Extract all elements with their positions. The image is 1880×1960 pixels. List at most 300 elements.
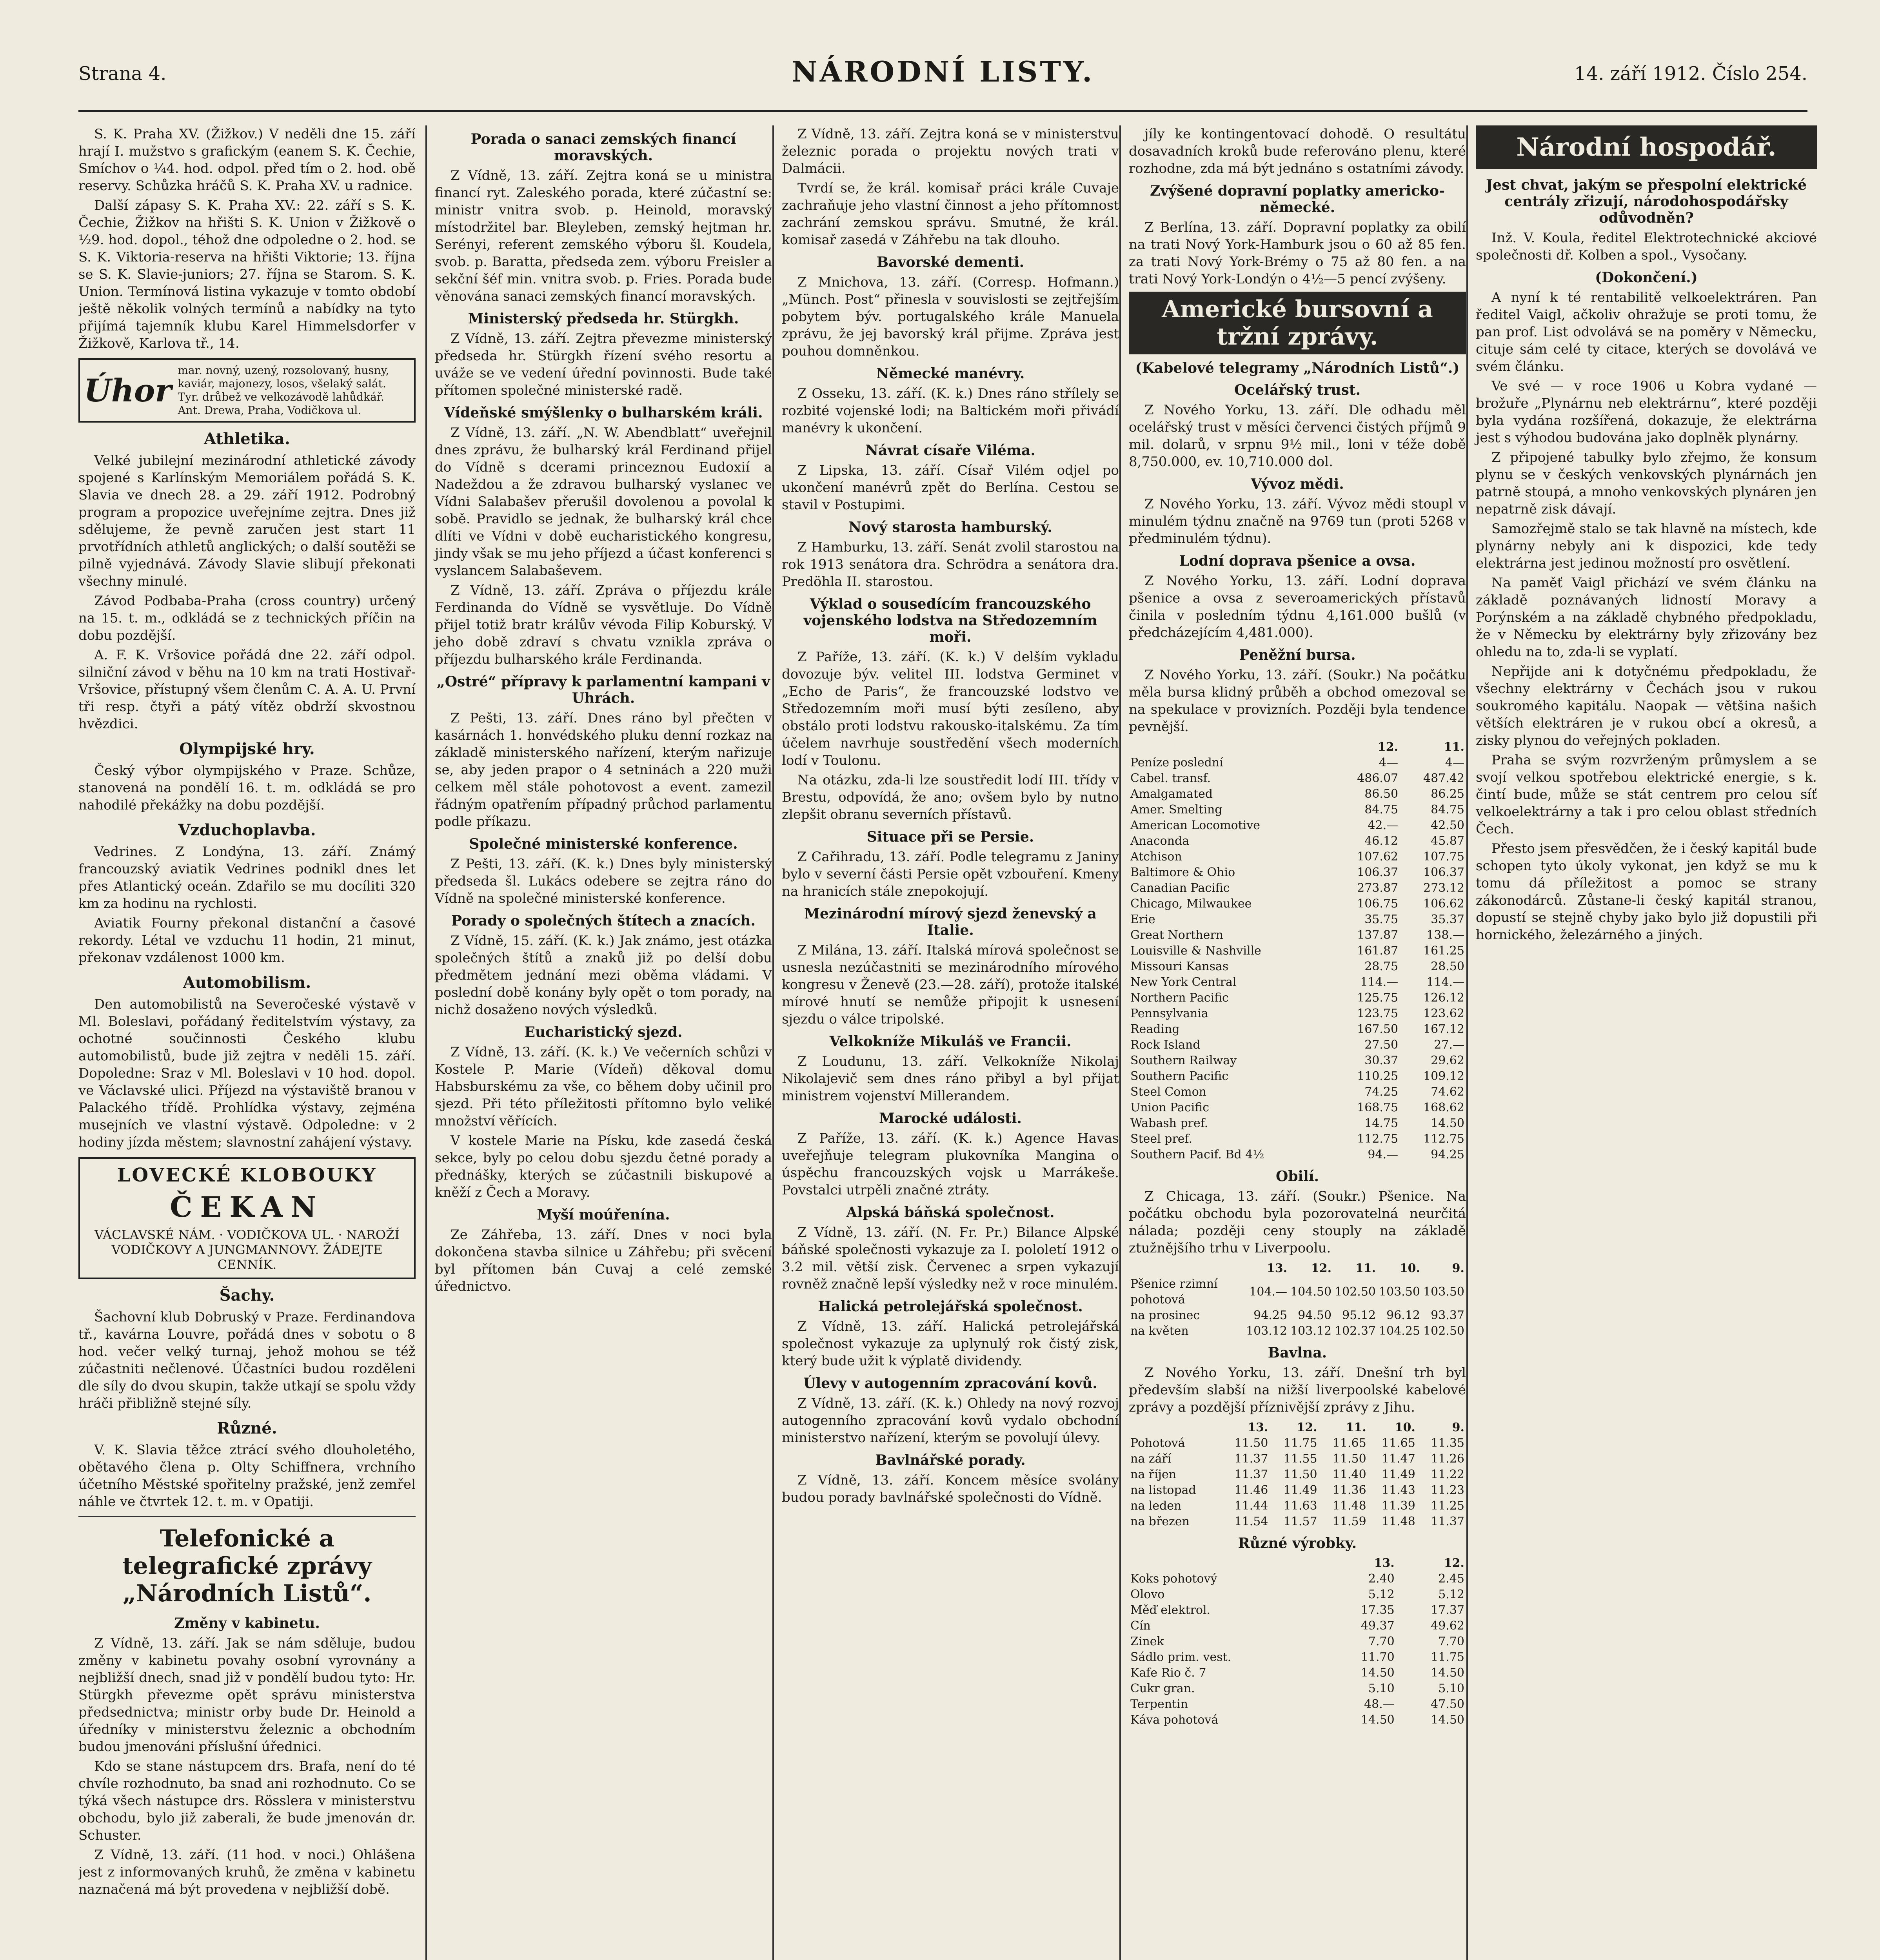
- row-label-cell: Káva pohotová: [1130, 1713, 1219, 1727]
- ad-address: VÁCLAVSKÉ NÁM. · VODIČKOVA UL. · NAROŽÍ VODIČKOVY A JUNGMANNOVY. ŽÁDEJTE CENNÍK.: [94, 1227, 400, 1272]
- value-cell: 28.50: [1431, 960, 1464, 973]
- value-cell: 103.50: [1379, 1285, 1420, 1299]
- value-cell: 46.12: [1364, 834, 1399, 848]
- value-cell: 30.37: [1364, 1054, 1399, 1067]
- value-cell: 11.49: [1381, 1468, 1415, 1481]
- article-paragraph: Z Vídně, 13. září. (11 hod. v noci.) Ohlášena jest z informovaných kruhů, že změna v kabinetu naznačená má být provedena v nejbližší době.: [78, 1847, 416, 1897]
- article-paragraph: Z Vídně, 13. září. Koncem měsíce svolány budou porady bavlnářské společnosti do Vídně.: [782, 1472, 1119, 1505]
- row-label-cell: na listopad: [1130, 1483, 1196, 1497]
- article-paragraph: V kostele Marie na Písku, kde zasedá česká sekce, byly po celou dobu sjezdu četné porady a přednášky, kterých se zúčastnili biskupové a kněží z Čech a Moravy.: [435, 1133, 772, 1200]
- value-cell: 42.50: [1431, 818, 1464, 832]
- table-header-cell: 12.: [1444, 1556, 1464, 1570]
- section-heading: Zvýšené dopravní poplatky americko-německé.: [1150, 183, 1445, 216]
- article-paragraph: A nyní k té rentabilitě velkoelektráren. Pan ředitel Vaigl, ačkoliv ohražuje se proti tomu, že pan prof. List odvolává se na poměry v Německu, cituje sám celé ty citace, kterých se dovolává ve svém článku.: [1476, 290, 1817, 374]
- row-label-cell: Kafe Rio č. 7: [1130, 1666, 1206, 1680]
- row-label-cell: New York Central: [1130, 975, 1237, 989]
- value-cell: 104.—: [1249, 1285, 1288, 1299]
- row-label-cell: Cín: [1130, 1619, 1151, 1633]
- article-paragraph: Z Vídně, 13. září. Halická petrolejářská společnost vykazuje za uplynulý rok čistý zisk, který bude užit k výplatě dividendy.: [782, 1319, 1119, 1369]
- article-paragraph: Z Nového Yorku, 13. září. Vývoz mědi stoupl v minulém týdnu značně na 9769 tun (proti 5268 v předminulém týdnu).: [1129, 496, 1466, 546]
- value-cell: 125.75: [1357, 991, 1399, 1005]
- article-paragraph: Z Vídně, 13. září. Jak se nám sděluje, budou změny v kabinetu povahy osobní vyrovnány a nejbližší dnech, snad již v pondělí budou tyto: Hr. Stürgkh převezme opět správu ministerstva předsednictva; ministr orby bude Dr. Heinold a úředníky v ministerstvu železnic a obchodním budou jmenováni příslušní úřednici.: [78, 1635, 416, 1755]
- article-paragraph: Ve své — v roce 1906 u Kobra vydané — brožuře „Plynárnu neb elektrárnu“, které později byla vydána rozšířená, dokazuje, že elektrárna jest s výhodou budována jako doplněk plynárny.: [1476, 378, 1817, 446]
- value-cell: 138.—: [1426, 928, 1464, 942]
- row-label-cell: Rock Island: [1130, 1038, 1201, 1052]
- table-row: [1129, 1514, 1466, 1530]
- table-row: [1129, 943, 1466, 959]
- value-cell: 45.87: [1431, 834, 1464, 848]
- article-paragraph: Z Nového Yorku, 13. září. Dnešní trh byl především slabší na nižší liverpoolské kabelové zprávy a pozdější příznivější zprávy z Jihu.: [1129, 1365, 1466, 1415]
- article-paragraph: Z Vídně, 13. září. (K. k.) Ve večerních schůzi v Kostele P. Marie (Vídeň) děkoval domu Habsburskému za vše, co během doby učinil pro sjezd. Při této příležitosti přítomno bylo veliké množství věřících.: [435, 1044, 772, 1129]
- value-cell: 103.12: [1290, 1324, 1332, 1338]
- table-header-cell: 13.: [1248, 1421, 1268, 1434]
- row-label-cell: na leden: [1130, 1499, 1182, 1513]
- value-cell: 11.49: [1283, 1483, 1317, 1497]
- table-row: [1129, 1587, 1466, 1602]
- row-label-cell: Missouri Kansas: [1130, 960, 1229, 973]
- value-cell: 137.87: [1357, 928, 1399, 942]
- section-heading: Automobilism.: [183, 973, 311, 992]
- table-row: [1129, 1084, 1466, 1100]
- value-cell: 11.70: [1361, 1650, 1395, 1664]
- table-row: [1129, 833, 1466, 849]
- value-cell: 11.26: [1431, 1452, 1464, 1466]
- article-paragraph: Z Nového Yorku, 13. září. Lodní doprava pšenice a ovsa z severoamerických přístavů činila v posledním týdnu 4,161.000 bušlů (v předcházejícím 4,481.000).: [1129, 573, 1466, 641]
- value-cell: 11.55: [1283, 1452, 1317, 1466]
- value-cell: 273.12: [1423, 881, 1464, 895]
- value-cell: 2.40: [1368, 1572, 1395, 1586]
- section-heading: Německé manévry.: [876, 365, 1025, 382]
- ad-brand: ČEKAN: [170, 1190, 324, 1223]
- value-cell: 102.50: [1335, 1285, 1376, 1299]
- table-row: [1129, 1650, 1466, 1665]
- value-cell: 11.54: [1234, 1515, 1268, 1528]
- table-header-row: [1129, 739, 1466, 755]
- row-label-cell: Southern Pacif. Bd 4½: [1130, 1148, 1264, 1161]
- value-cell: 11.39: [1381, 1499, 1415, 1513]
- value-cell: 42.—: [1368, 818, 1399, 832]
- table-row: [1129, 1116, 1466, 1131]
- article-paragraph: Další zápasy S. K. Praha XV.: 22. září s S. K. Čechie, Žižkov na hřišti S. K. Union v Žižkově o ½9. hod. dopol., téhož dne odpoledne o 2. hod. se S. K. Viktoria-reserva na hřišti Viktorie; 13. října se S. K. Slavie-juniors; 27. října se Starom. S. K. Union. Termínová listina vykazuje v tomto období ještě několik volných termínů a nabídky na tyto přijímá tajemník klubu Karel Himmelsdorfer v Žižkově, Karlova tř., 14.: [78, 198, 416, 351]
- article-paragraph: Přesto jsem přesvědčen, že i český kapitál bude schopen tyto úkoly vykonat, jen když se mu k tomu dá příležitost a pomoc se strany zákonodárců. Zůstane-li český kapitál stranou, dopustí se stejně chyby jako bylo již dopustili při hornického, železárného a jiných.: [1476, 841, 1817, 943]
- value-cell: 14.50: [1361, 1713, 1395, 1727]
- value-cell: 11.75: [1431, 1650, 1464, 1664]
- table-row: [1129, 1022, 1466, 1037]
- value-cell: 11.50: [1332, 1452, 1366, 1466]
- article-paragraph: Z Vídně, 13. září. „N. W. Abendblatt“ uveřejnil dnes zprávu, že bulharský král Ferdinand přijel do Vídně s dcerami princeznou Eudoxií a Nadeždou a že zdravou bulharský vyslanec ve Vídni Salabašev přerušil dovolenou a povolal k sobě. Pravidlo se jednak, že bulharský král chce dlíti ve Vídni v době eucharistického kongresu, jindy však se mu jeho příjezd a účast konferenci s vyslancem Salabaševem.: [435, 425, 772, 579]
- row-label-cell: na květen: [1130, 1324, 1189, 1338]
- article-paragraph: Závod Podbaba-Praha (cross country) určený na 15. t. m., odkládá se z technických příčin na dobu pozdější.: [78, 593, 416, 643]
- row-label-cell: Anaconda: [1130, 834, 1190, 848]
- table-header-cell: 9.: [1452, 1261, 1464, 1275]
- section-heading: Velkokníže Mikuláš ve Francii.: [829, 1033, 1072, 1050]
- value-cell: 11.47: [1381, 1452, 1415, 1466]
- row-label-cell: Union Pacific: [1130, 1101, 1210, 1114]
- row-label-cell: Pohotová: [1130, 1436, 1185, 1450]
- value-cell: 126.12: [1423, 991, 1464, 1005]
- value-cell: 93.37: [1431, 1308, 1464, 1322]
- row-label-cell: Atchison: [1130, 850, 1182, 864]
- value-cell: 7.70: [1438, 1635, 1464, 1648]
- row-label-cell: Pennsylvania: [1130, 1007, 1208, 1020]
- value-cell: 5.10: [1438, 1682, 1464, 1695]
- article-paragraph: Kdo se stane nástupcem drs. Brafa, není do té chvíle rozhodnuto, ba snad ani rozhodnuto. Co se týká všech nástupce drs. Rösslera v ministerstvu obchodu, bylo již zaberali, že bude jmenován dr. Schuster.: [78, 1759, 416, 1843]
- value-cell: 5.12: [1368, 1588, 1395, 1601]
- row-label-cell: Sádlo prim. vest.: [1130, 1650, 1232, 1664]
- article-paragraph: Z Osseku, 13. září. (K. k.) Dnes ráno střílely se rozbité vojenské lodi; na Baltickém moři přivádí manévry k ukončení.: [782, 386, 1119, 436]
- section-heading: Myší moúřenína.: [537, 1207, 670, 1223]
- american-markets-banner: Americké bursovní a tržní zprávy.: [1129, 292, 1466, 354]
- value-cell: 86.25: [1431, 787, 1464, 801]
- column-2: [425, 125, 772, 1960]
- article-subheading: (Dokončení.): [1595, 269, 1698, 286]
- value-cell: 14.50: [1361, 1666, 1395, 1680]
- article-paragraph: Z Hamburku, 13. září. Senát zvolil starostou na rok 1913 senátora dra. Schrödra a senátora dra. Predöhla II. starostou.: [782, 539, 1119, 590]
- value-cell: 7.70: [1368, 1635, 1395, 1648]
- cotton-table: [1129, 1420, 1466, 1530]
- article-paragraph: Z Vídně, 15. září. (K. k.) Jak známo, jest otázka společných štítů a znaků již po delší dobu předmětem jednání mezi oběma vládami. V poslední době konány byly opět o tom porady, na nichž dosaženo nových výsledků.: [435, 933, 772, 1018]
- page-number: Strana 4.: [78, 63, 167, 85]
- value-cell: 110.25: [1357, 1069, 1399, 1083]
- article-paragraph: Vedrines. Z Londýna, 13. září. Známý francouzský aviatik Vedrines podnikl dnes let přes Atlantický oceán. Zdařilo se mu docíliti 320 km za hodinu na rychlosti.: [78, 844, 416, 911]
- row-label-cell: na březen: [1130, 1515, 1190, 1528]
- article-paragraph: Z Vídně, 13. září. Zejtra koná se v ministerstvu železnic porada o projektu nových trati v Dalmácii.: [782, 126, 1119, 176]
- value-cell: 27.50: [1364, 1038, 1399, 1052]
- article-headline: Jest chvat, jakým se přespolní elektrické centrály zřizují, národohospodářsky odůvodněn?: [1486, 177, 1807, 226]
- value-cell: 11.22: [1431, 1468, 1464, 1481]
- row-label-cell: na prosinec: [1130, 1308, 1200, 1322]
- value-cell: 49.37: [1361, 1619, 1395, 1633]
- value-cell: 48.—: [1364, 1697, 1395, 1711]
- table-row: [1129, 755, 1466, 771]
- article-paragraph: A. F. K. Vršovice pořádá dne 22. září odpol. silniční závod v běhu na 10 km na trati Hostivař-Vršovice, přístupný všem členům C. A. A. U. První tři resp. čtyři a pátý vítěz obdrží skvostnou hvězdici.: [78, 647, 416, 732]
- value-cell: 167.12: [1423, 1022, 1464, 1036]
- article-paragraph: Z Pešti, 13. září. (K. k.) Dnes byly ministerský předseda šl. Lukács odebere se zejtra ráno do Vídně na společné ministerské konference.: [435, 856, 772, 906]
- column-3: [772, 125, 1119, 1960]
- uhor-advert: [78, 358, 416, 423]
- article-paragraph: Z Vídně, 13. září. Zejtra koná se u ministra financí ryt. Zaleského porada, které zúčastní se: ministr vnitra svob. p. Heinold, moravský místodržitel bar. Bleyleben, zemský hejtman hr. Serényi, referent zemského výboru šl. Koudela, svob. p. Baratta, předseda zem. výboru Freisler a sekční šéf min. vnitra svob. p. Fries. Porada bude věnována sanaci zemských financí moravských.: [435, 168, 772, 304]
- article-byline: Inž. V. Koula, ředitel Elektrotechnické akciové společnosti dř. Kolben a spol., Vysočany.: [1476, 230, 1817, 263]
- value-cell: 17.35: [1361, 1603, 1395, 1617]
- klobouky-advert: [78, 1157, 416, 1279]
- article-paragraph: Z Vídně, 13. září. Zpráva o příjezdu krále Ferdinanda do Vídně se vysvětluje. Do Vídně přijel totiž bratr králův vévoda Filip Koburský. V jeho době zdraví s chvatu vznikla zpráva o příjezdu bulharského krále Ferdinanda.: [435, 583, 772, 667]
- table-row: [1129, 1483, 1466, 1498]
- value-cell: 11.37: [1234, 1452, 1268, 1466]
- value-cell: 167.50: [1357, 1022, 1399, 1036]
- table-row: [1129, 1436, 1466, 1451]
- value-cell: 103.12: [1246, 1324, 1288, 1338]
- table-row: [1129, 1618, 1466, 1634]
- value-cell: 106.75: [1357, 897, 1399, 911]
- value-cell: 104.25: [1379, 1324, 1420, 1338]
- row-label-cell: Pšenice rzimní pohotová: [1130, 1277, 1218, 1307]
- table-header-row: [1129, 1261, 1466, 1276]
- row-label-cell: Wabash pref.: [1130, 1116, 1208, 1130]
- table-row: [1129, 1451, 1466, 1467]
- value-cell: 102.37: [1335, 1324, 1376, 1338]
- section-heading: Vývoz mědi.: [1251, 476, 1344, 492]
- table-row: [1129, 1053, 1466, 1069]
- value-cell: 4—: [1379, 756, 1399, 769]
- value-cell: 487.42: [1423, 771, 1464, 785]
- value-cell: 11.59: [1332, 1515, 1366, 1528]
- row-label-cell: American Locomotive: [1130, 818, 1261, 832]
- commodities-table: [1129, 1555, 1466, 1728]
- value-cell: 486.07: [1357, 771, 1399, 785]
- value-cell: 11.36: [1332, 1483, 1366, 1497]
- value-cell: 11.37: [1234, 1468, 1268, 1481]
- article-paragraph: Šachovní klub Dobruský v Praze. Ferdinandova tř., kavárna Louvre, pořádá dnes v sobotu o 8 hod. večer velký turnaj, jehož mohou se též zúčastniti nečlenové. Účastníci budou rozděleni dle síly do dvou skupin, takže utkají se spolu vždy hráči přibližně stejné síly.: [78, 1309, 416, 1411]
- value-cell: 11.43: [1381, 1483, 1415, 1497]
- value-cell: 86.50: [1364, 787, 1399, 801]
- value-cell: 107.75: [1423, 850, 1464, 864]
- section-heading: Vídeňské smýšlenky o bulharském králi.: [444, 405, 763, 421]
- columns: [78, 125, 1817, 1960]
- table-row: [1129, 1100, 1466, 1116]
- table-row: [1129, 1308, 1466, 1323]
- value-cell: 27.—: [1434, 1038, 1464, 1052]
- table-row: [1129, 1602, 1466, 1618]
- row-label-cell: Canadian Pacific: [1130, 881, 1230, 895]
- value-cell: 35.75: [1364, 913, 1399, 926]
- section-subheading: (Kabelové telegramy „Národních Listů“.): [1135, 360, 1460, 376]
- value-cell: 84.75: [1364, 803, 1399, 817]
- value-cell: 94.25: [1253, 1308, 1288, 1322]
- table-row: [1129, 1665, 1466, 1681]
- table-row: [1129, 1571, 1466, 1587]
- article-paragraph: Tvrdí se, že král. komisař práci krále Cuvaje zachraňuje jeho vlastní činnost a jeho přítomnost zachrání zemskou správu. Smutné, že král. komisař zasedá v Záhřebu na tak dlouho.: [782, 180, 1119, 248]
- value-cell: 11.48: [1332, 1499, 1366, 1513]
- section-heading: Mezinárodní mírový sjezd ženevský a Italie.: [804, 906, 1097, 938]
- value-cell: 161.87: [1357, 944, 1399, 958]
- row-label-cell: na říjen: [1130, 1468, 1177, 1481]
- row-label-cell: Great Northern: [1130, 928, 1223, 942]
- value-cell: 11.46: [1234, 1483, 1268, 1497]
- value-cell: 11.65: [1381, 1436, 1415, 1450]
- section-heading: Alpská báňská společnost.: [846, 1204, 1055, 1221]
- row-label-cell: Amer. Smelting: [1130, 803, 1222, 817]
- article-paragraph: Na paměť Vaigl přichází ve svém článku na základě poznávaných lidností Moravy a Porýnském a na základě chybného předpokladu, že v Německu by elektrárny byly zřizovány bez ohledu na to, zda-li se vyplatí.: [1476, 575, 1817, 660]
- value-cell: 11.25: [1431, 1499, 1464, 1513]
- table-header-cell: [1129, 1420, 1221, 1436]
- value-cell: 94.—: [1368, 1148, 1399, 1161]
- value-cell: 28.75: [1364, 960, 1399, 973]
- article-paragraph: Z Nového Yorku, 13. září. Dle odhadu měl ocelářský trust v měsíci červenci čistých příjmů 9 mil. dolarů, v srpnu 9½ mil., loni v téže době 8,750.000, ev. 10,710.000 dol.: [1129, 402, 1466, 470]
- article-paragraph: Z Paříže, 13. září. (K. k.) Agence Havas uveřejňuje telegram plukovníka Mangina o úspěchu francouzských vojsk u Marrákeše. Povstalci utrpěli značné ztráty.: [782, 1131, 1119, 1198]
- value-cell: 168.62: [1423, 1101, 1464, 1114]
- value-cell: 84.75: [1431, 803, 1464, 817]
- value-cell: 11.57: [1283, 1515, 1317, 1528]
- section-heading: Bavlnářské porady.: [875, 1452, 1026, 1468]
- value-cell: 11.48: [1381, 1515, 1415, 1528]
- table-header-cell: 9.: [1452, 1421, 1464, 1434]
- table-header-cell: 12.: [1377, 740, 1399, 754]
- row-label-cell: Olovo: [1130, 1588, 1165, 1601]
- row-label-cell: Peníze poslední: [1130, 756, 1223, 769]
- value-cell: 29.62: [1431, 1054, 1464, 1067]
- value-cell: 11.37: [1431, 1515, 1464, 1528]
- article-paragraph: Z Berlína, 13. září. Dopravní poplatky za obilí na trati Nový York-Hamburk jsou o 60 až 85 fen. za trati Nový York-Brémy o 75 až 80 fen. a na trati Nový York-Londýn o 4½—5 pencí zvýšeny.: [1129, 220, 1466, 287]
- article-paragraph: Z připojené tabulky bylo zřejmo, že konsum plynu se v českých venkovských plynárnách jen patrně stoupá, a mnoho venkovských plynáren jen nepatrně zisk dávají.: [1476, 450, 1817, 517]
- value-cell: 112.75: [1357, 1132, 1399, 1146]
- value-cell: 17.37: [1431, 1603, 1464, 1617]
- article-paragraph: S. K. Praha XV. (Žižkov.) V neděli dne 15. září hrají I. mužstvo s grafickým (eanem S. K. Čechie, Smíchov o ¼4. hod. odpol. před tím o 2. hod. obě reservy. Schůzka hráčů S. K. Praha XV. u radnice.: [78, 126, 416, 194]
- table-row: [1129, 865, 1466, 880]
- section-heading: Nový starosta hamburský.: [848, 519, 1052, 535]
- value-cell: 74.62: [1431, 1085, 1464, 1099]
- table-header-row: [1129, 1555, 1466, 1571]
- value-cell: 11.50: [1234, 1436, 1268, 1450]
- section-heading: Marocké události.: [879, 1110, 1022, 1127]
- section-heading: Úlevy v autogenním zpracování kovů.: [803, 1375, 1097, 1392]
- value-cell: 47.50: [1431, 1697, 1464, 1711]
- table-header-cell: 13.: [1266, 1261, 1288, 1275]
- row-label-cell: Cabel. transf.: [1130, 771, 1211, 785]
- row-label-cell: Terpentin: [1130, 1697, 1188, 1711]
- article-paragraph: jíly ke kontingentovací dohodě. O resultátu dosavadních kroků bude referováno plenu, které rozhodne, zda má být jednáno s ostatními závody.: [1129, 126, 1466, 176]
- column-1: [78, 125, 416, 1960]
- uhor-text: mar. novný, uzený, rozsolovaný, husny, kaviár, majonezy, losos, všelaký salát. Tyr. drůbež ve velkozávodě lahůdkář. Ant. Drewa, Praha, Vodičkova ul.: [178, 364, 389, 417]
- value-cell: 4—: [1445, 756, 1464, 769]
- table-row: [1129, 1467, 1466, 1483]
- row-label-cell: Baltimore & Ohio: [1130, 866, 1235, 879]
- page-header: [78, 47, 1807, 112]
- section-heading: Bavorské dementi.: [876, 254, 1024, 270]
- section-heading: Ministerský předseda hr. Stürgkh.: [468, 310, 739, 327]
- table-header-cell: 11.: [1355, 1261, 1376, 1275]
- section-heading: Eucharistický sjezd.: [524, 1024, 683, 1040]
- article-paragraph: Z Pešti, 13. září. Dnes ráno byl přečten v kasárnách 1. honvédského pluku denní rozkaz na základě ministerského nařízení, kterým nařizuje se, aby jeden prapor o 4 setninách a 220 muži celkem měl stále pohotovost a event. zamezil řádným opatřením případný průchod parlamentu podle příkazu.: [435, 710, 772, 829]
- table-row: [1129, 1498, 1466, 1514]
- article-paragraph: Den automobilistů na Severočeské výstavě v Ml. Boleslavi, pořádaný ředitelstvím výstavy, za ochotné součinnosti Českého klubu automobilistů, bude již zejtra v neděli 15. září. Dopoledne: Sraz v Ml. Boleslavi v 10 hod. dopol. ve Václavské ulici. Příjezd na výstaviště branou v Palackého třídě. Prohlídka výstavy, zejména musejních ve vlastní výstavě. Odpoledne: v 2 hodiny jízda městem; slavnostní zahájení výstavy.: [78, 996, 416, 1150]
- table-row: [1129, 1634, 1466, 1650]
- value-cell: 109.12: [1423, 1069, 1464, 1083]
- article-paragraph: V. K. Slavia těžce ztrácí svého dlouholetého, obětavého člena p. Olty Schiffnera, vrchního účetního Městské spořitelny pražské, jenž zemřel náhle ve čtvrtek 12. t. m. v Opatiji.: [78, 1442, 416, 1510]
- row-label-cell: Northern Pacific: [1130, 991, 1229, 1005]
- article-paragraph: Z Mnichova, 13. září. (Corresp. Hofmann.) „Münch. Post“ přinesla v souvislosti se zejtřejším pobytem býv. portugalského krále Manuela zprávu, že jej bavorský král přijme. Zpráva jest pouhou domněnkou.: [782, 274, 1119, 359]
- telegraph-section-title: Telefonické a telegrafické zprávy „Národních Listů“.: [122, 1525, 372, 1607]
- row-label-cell: Amalgamated: [1130, 787, 1213, 801]
- value-cell: 5.12: [1438, 1588, 1464, 1601]
- row-label-cell: Steel pref.: [1130, 1132, 1193, 1146]
- newspaper-page: [78, 47, 1817, 1960]
- section-heading: Porady o společných štítech a znacích.: [451, 913, 756, 929]
- section-heading: Společné ministerské konference.: [469, 836, 738, 852]
- article-paragraph: Praha se svým rozvrženým průmyslem a se svojí velkou spotřebou elektrické energie, s k. čintí bude, může se stát centrem pro celou síť velkoelektrárny a tak i pro celou oblast středních Čech.: [1476, 752, 1817, 837]
- article-paragraph: Z Vídně, 13. září. Zejtra převezme ministerský předseda hr. Stürgkh řízení svého resortu a uváže se ve vedení úřední povinnosti. Bude také přítomen společné ministerské radě.: [435, 331, 772, 398]
- table-row: [1129, 1147, 1466, 1163]
- article-paragraph: Z Lipska, 13. září. Císař Vilém odjel po ukončení manévrů zpět do Berlína. Cestou se stavil v Postupimi.: [782, 463, 1119, 513]
- table-row: [1129, 1323, 1466, 1339]
- article-paragraph: Samozřejmě stalo se tak hlavně na místech, kde plynárny nebyly ani k dispozici, kde tedy elektrárna jest jedinou možností pro osvětlení.: [1476, 521, 1817, 571]
- value-cell: 106.37: [1357, 866, 1399, 879]
- section-heading: Obilí.: [1275, 1168, 1319, 1185]
- table-header-cell: 10.: [1395, 1421, 1415, 1434]
- article-paragraph: Z Milána, 13. září. Italská mírová společnost se usnesla nezúčastniti se mezinárodního mírového kongresu v Ženevě (23.—28. září), protože italské mírové hnutí se nemůže připojit k usnesení sjezdu o válce tripolské.: [782, 942, 1119, 1027]
- table-header-cell: 13.: [1374, 1556, 1395, 1570]
- table-row: [1129, 771, 1466, 786]
- value-cell: 14.50: [1431, 1116, 1464, 1130]
- column-5: [1466, 125, 1817, 1960]
- value-cell: 104.50: [1290, 1285, 1332, 1299]
- article-paragraph: Velké jubilejní mezinárodní athletické závody spojené s Karlínským Memoriálem pořádá S. K. Slavia ve dnech 28. a 29. září 1912. Podrobný program a propozice uveřejníme zejtra. Dnes již sdělujeme, že pevně zaručen jest start 11 prvotřídních athletů anglických; o další soutěži se pilně vyjednává. Závody Slavie slibují překonati všechny minulé.: [78, 453, 416, 589]
- value-cell: 102.50: [1423, 1324, 1464, 1338]
- value-cell: 35.37: [1431, 913, 1464, 926]
- row-label-cell: Erie: [1130, 913, 1155, 926]
- table-row: [1129, 975, 1466, 990]
- value-cell: 94.25: [1431, 1148, 1464, 1161]
- table-row: [1129, 927, 1466, 943]
- article-paragraph: Z Nového Yorku, 13. září. (Soukr.) Na počátku měla bursa klidný průběh a obchod omezoval se na spekulace v provizních. Později byla tendence pevnější.: [1129, 667, 1466, 735]
- article-paragraph: Na otázku, zda-li lze soustředit lodí III. třídy v Brestu, odpovídá, že ano; ovšem bylo by nutno zlepšit obranu severních přístavů.: [782, 772, 1119, 822]
- table-row: [1129, 959, 1466, 975]
- row-label-cell: Steel Comon: [1130, 1085, 1207, 1099]
- value-cell: 11.23: [1431, 1483, 1464, 1497]
- row-label-cell: na září: [1130, 1452, 1172, 1466]
- table-row: [1129, 786, 1466, 802]
- value-cell: 74.25: [1364, 1085, 1399, 1099]
- value-cell: 11.63: [1283, 1499, 1317, 1513]
- table-header-cell: 12.: [1297, 1421, 1317, 1434]
- article-paragraph: Ze Záhřeba, 13. září. Dnes v noci byla dokončena stavba silnice u Záhřebu; při svěcení byl přítomen bán Cuvaj a celé zemské úřednictvo.: [435, 1227, 772, 1294]
- divider: [78, 1516, 416, 1517]
- section-heading: Změny v kabinetu.: [174, 1615, 320, 1632]
- section-heading: „Ostré“ přípravy k parlamentní kampani v Uhrách.: [436, 673, 770, 706]
- section-heading: Lodní doprava pšenice a ovsa.: [1179, 553, 1416, 569]
- row-label-cell: Reading: [1130, 1022, 1180, 1036]
- table-header-cell: [1129, 1261, 1244, 1276]
- value-cell: 114.—: [1360, 975, 1399, 989]
- wheat-table: [1129, 1261, 1466, 1339]
- ad-headline: LOVECKÉ KLOBOUKY: [117, 1164, 377, 1186]
- value-cell: 106.62: [1423, 897, 1464, 911]
- article-paragraph: Z Loudunu, 13. září. Velkokníže Nikolaj Nikolajevič sem dnes ráno přibyl a byl přijat ministrem vojenství Millerandem.: [782, 1054, 1119, 1104]
- table-row: [1129, 912, 1466, 927]
- row-label-cell: Southern Railway: [1130, 1054, 1237, 1067]
- table-row: [1129, 1276, 1466, 1308]
- table-header-cell: 10.: [1399, 1261, 1420, 1275]
- stock-table: [1129, 739, 1466, 1163]
- table-header-cell: [1129, 1555, 1326, 1571]
- section-heading: Peněžní bursa.: [1239, 647, 1356, 663]
- table-row: [1129, 1697, 1466, 1712]
- section-heading: Šachy.: [219, 1286, 275, 1305]
- article-paragraph: Český výbor olympijského v Praze. Schůze, stanovená na pondělí 16. t. m. odkládá se pro nahodilé překážky na dobu pozdější.: [78, 763, 416, 813]
- article-paragraph: Z Chicaga, 13. září. (Soukr.) Pšenice. Na počátku obchodu byla pozorovatelná neurčitá nálada; později ceny stouply na základě ztužnějšího trhu v Liverpoolu.: [1129, 1189, 1466, 1256]
- table-row: [1129, 1037, 1466, 1053]
- article-paragraph: Aviatik Fourny překonal distanční a časové rekordy. Létal ve vzduchu 11 hodin, 21 minut, překonav vzdálenost 1000 km.: [78, 915, 416, 965]
- table-row: [1129, 1006, 1466, 1022]
- value-cell: 95.12: [1342, 1308, 1376, 1322]
- value-cell: 112.75: [1423, 1132, 1464, 1146]
- table-row: [1129, 880, 1466, 896]
- article-paragraph: Z Cařihradu, 13. září. Podle telegramu z Janiny bylo v severní části Persie opět vzbouření. Kmeny na hranicích stále znepokojují.: [782, 849, 1119, 899]
- value-cell: 14.50: [1431, 1666, 1464, 1680]
- table-row: [1129, 896, 1466, 912]
- value-cell: 2.45: [1438, 1572, 1464, 1586]
- section-heading: Výklad o sousedícím francouzského vojenského lodstva na Středozemním moři.: [803, 596, 1097, 645]
- value-cell: 96.12: [1386, 1308, 1420, 1322]
- table-row: [1129, 1712, 1466, 1728]
- value-cell: 14.75: [1364, 1116, 1399, 1130]
- table-row: [1129, 818, 1466, 833]
- table-row: [1129, 849, 1466, 865]
- section-heading: Porada o sanaci zemských financí moravských.: [470, 131, 736, 164]
- row-label-cell: Louisville & Nashville: [1130, 944, 1261, 958]
- section-heading: Vzduchoplavba.: [178, 821, 316, 839]
- value-cell: 11.65: [1332, 1436, 1366, 1450]
- table-header-cell: 11.: [1444, 740, 1464, 754]
